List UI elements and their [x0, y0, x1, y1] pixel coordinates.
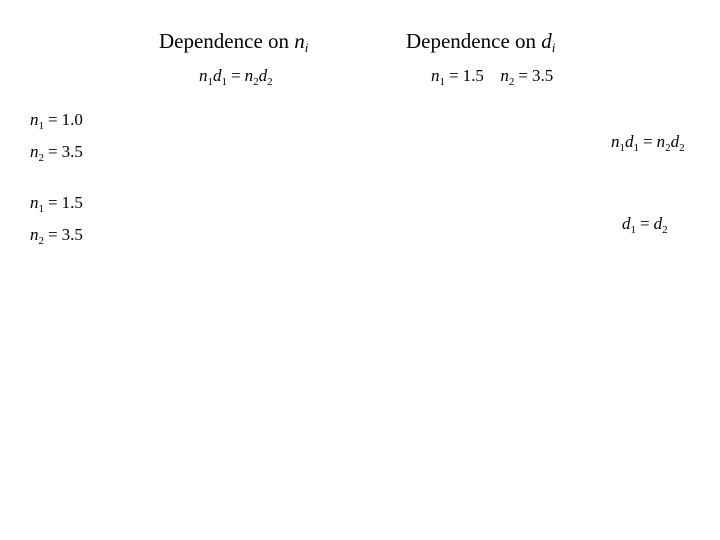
value: 1.0 — [61, 110, 83, 129]
equals-sign: = — [48, 193, 58, 212]
header-dependence-on-ni — [159, 29, 308, 54]
var: n — [30, 142, 39, 161]
value: 1.5 — [462, 66, 484, 85]
var-sub: 1 — [633, 142, 639, 154]
equals-sign: = — [643, 132, 653, 151]
var: d — [213, 66, 222, 85]
side-label-n1d1-equals-n2d2 — [611, 132, 685, 152]
equals-sign: = — [518, 66, 528, 85]
var: n — [30, 110, 39, 129]
row-label-n1 — [30, 110, 83, 130]
value: 1.5 — [61, 193, 83, 212]
var-sub: 2 — [38, 235, 44, 247]
var: n — [199, 66, 208, 85]
row-label-n1 — [30, 193, 83, 213]
var: n — [611, 132, 620, 151]
value: 3.5 — [61, 225, 83, 244]
var: n — [244, 66, 254, 85]
equals-sign: = — [48, 142, 58, 161]
var-sub: 2 — [267, 76, 273, 88]
var-sub: 1 — [630, 224, 636, 236]
var-sub: 1 — [619, 142, 625, 154]
header-var: d — [541, 29, 552, 53]
row-label-n2 — [30, 142, 83, 162]
equals-sign: = — [48, 225, 58, 244]
var-sub: 1 — [207, 76, 213, 88]
var-sub: 1 — [439, 76, 445, 88]
header-text: Dependence on — [159, 29, 295, 53]
var: n — [431, 66, 440, 85]
value: 3.5 — [531, 66, 554, 85]
var-sub: 1 — [38, 120, 44, 132]
equals-sign: = — [231, 66, 241, 85]
var: n — [656, 132, 666, 151]
var-sub: 2 — [662, 224, 668, 236]
header-sub: i — [551, 40, 556, 55]
condition-n1-n2-fixed — [431, 66, 553, 86]
var-sub: 2 — [665, 142, 671, 154]
header-text: Dependence on — [406, 29, 542, 53]
var-sub: 2 — [38, 152, 44, 164]
var: d — [625, 132, 634, 151]
value: 3.5 — [61, 142, 83, 161]
var-sub: 1 — [221, 76, 227, 88]
equals-sign: = — [449, 66, 459, 85]
equals-sign: = — [48, 110, 58, 129]
var: d — [258, 66, 268, 85]
header-sub: i — [304, 40, 309, 55]
header-var: n — [294, 29, 305, 53]
header-dependence-on-di — [406, 29, 555, 54]
row-label-n2 — [30, 225, 83, 245]
var: n — [30, 225, 39, 244]
var: d — [653, 214, 663, 233]
var: d — [622, 214, 631, 233]
condition-n1d1-equals-n2d2 — [199, 66, 273, 86]
var-sub: 1 — [38, 203, 44, 215]
var-sub: 2 — [679, 142, 685, 154]
var: d — [670, 132, 680, 151]
var: n — [500, 66, 509, 85]
var-sub: 2 — [508, 76, 515, 88]
var-sub: 2 — [253, 76, 259, 88]
var: n — [30, 193, 39, 212]
side-label-d1-equals-d2 — [622, 214, 668, 234]
equals-sign: = — [640, 214, 650, 233]
